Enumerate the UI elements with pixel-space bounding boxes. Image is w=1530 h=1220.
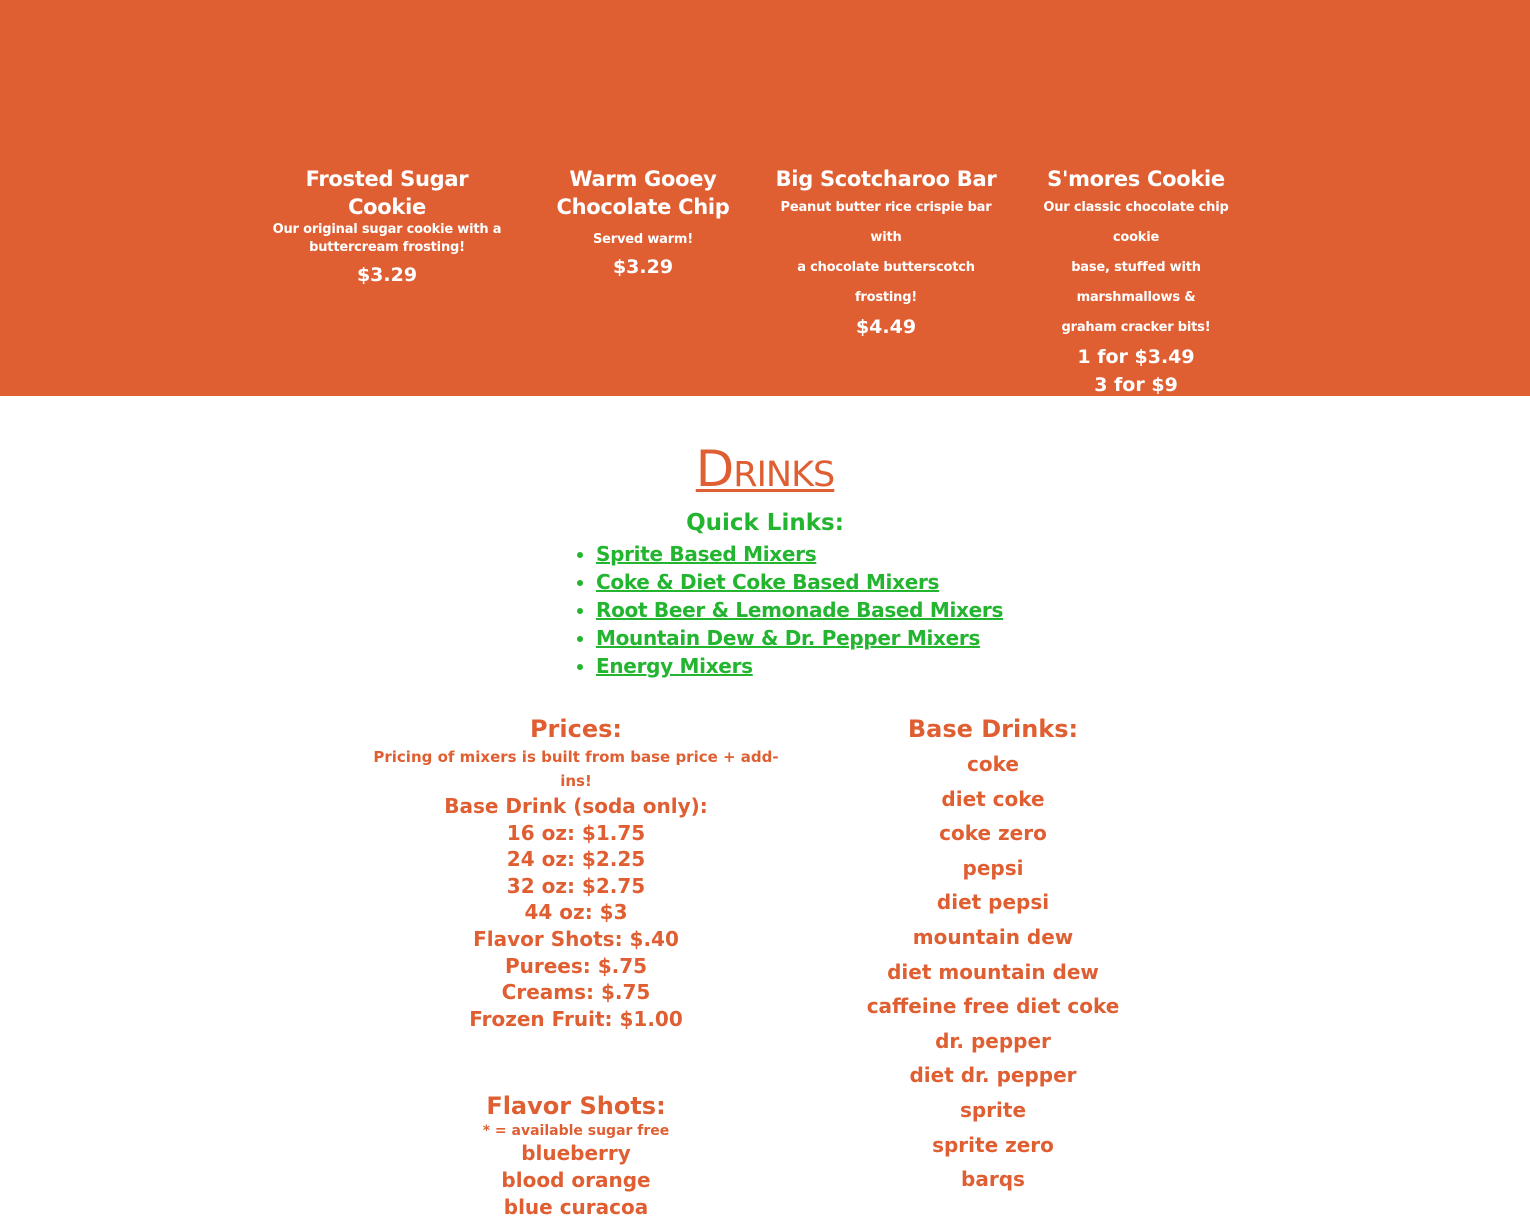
price-line: Frozen Fruit: $1.00: [469, 1006, 683, 1031]
treat-price: $3.29: [612, 256, 674, 278]
treat-price: $3.29: [356, 264, 418, 286]
treat-name: Warm Gooey Chocolate Chip: [556, 167, 730, 219]
base-drink-item: barqs: [961, 1167, 1025, 1192]
base-drink-item: diet mountain dew: [887, 959, 1099, 984]
base-drink-item: sprite zero: [932, 1132, 1054, 1157]
flavor-shot-item: blueberry: [521, 1141, 631, 1166]
treats-banner: [0, 0, 1530, 396]
flavor-shots-heading: Flavor Shots:: [486, 1092, 666, 1121]
treat-description: Our original sugar cookie with a buttercream frosting!: [272, 222, 502, 255]
quick-links-heading: Quick Links:: [686, 510, 844, 536]
quick-link-energy-mixers[interactable]: Energy Mixers: [596, 654, 753, 678]
base-drink-item: caffeine free diet coke: [866, 994, 1120, 1019]
treat-card-big-scotcharoo-bar: [770, 165, 1002, 341]
quick-link-item: [596, 568, 1003, 596]
base-drink-item: pepsi: [962, 855, 1024, 880]
base-drink-item: diet coke: [941, 786, 1045, 811]
quick-link-item: [596, 596, 1003, 624]
base-drink-item: sprite: [959, 1097, 1027, 1122]
base-drink-item: coke: [967, 752, 1019, 776]
treat-description: Our classic chocolate chip cookie base, stuffed with marshmallows & graham cracker bits!: [1043, 200, 1229, 335]
treat-description: Peanut butter rice crispie bar with a chocolate butterscotch frosting!: [780, 200, 992, 305]
quick-link-sprite-mixers[interactable]: Sprite Based Mixers: [596, 542, 817, 566]
treat-name: S'mores Cookie: [1047, 167, 1225, 191]
drinks-heading: Drinks: [695, 440, 835, 498]
treat-card-frosted-sugar-cookie: [272, 165, 502, 289]
base-drink-item: dr. pepper: [935, 1028, 1051, 1053]
quick-link-root-beer-mixers[interactable]: Root Beer & Lemonade Based Mixers: [596, 598, 1004, 622]
quick-link-item: [596, 624, 1003, 652]
base-drink-item: mountain dew: [912, 924, 1074, 949]
price-line: 24 oz: $2.25: [506, 847, 646, 872]
treat-name: Big Scotcharoo Bar: [775, 167, 997, 191]
prices-note: Pricing of mixers is built from base price + add-ins!: [373, 748, 779, 790]
base-drinks-heading: Base Drinks:: [907, 715, 1079, 743]
quick-link-coke-mixers[interactable]: Coke & Diet Coke Based Mixers: [596, 570, 940, 594]
price-line: 16 oz: $1.75: [506, 820, 646, 845]
price-line: Purees: $.75: [504, 953, 648, 978]
flavor-shots-note: * = available sugar free: [482, 1123, 670, 1140]
prices-heading: Prices:: [529, 715, 623, 743]
treat-card-smores-cookie: [1020, 165, 1252, 399]
flavor-shot-item: blue curacoa: [503, 1194, 649, 1219]
quick-links-list: [574, 540, 1003, 680]
quick-link-item: [596, 652, 1003, 680]
price-line: 32 oz: $2.75: [506, 873, 646, 898]
base-drink-label: Base Drink (soda only):: [444, 794, 708, 818]
base-drink-item: diet pepsi: [936, 890, 1050, 915]
quick-link-mountain-dew-mixers[interactable]: Mountain Dew & Dr. Pepper Mixers: [596, 626, 981, 650]
prices-column: [366, 713, 786, 1220]
price-line: Creams: $.75: [501, 980, 651, 1005]
price-line: 44 oz: $3: [524, 900, 628, 925]
base-drink-item: diet dr. pepper: [909, 1063, 1077, 1088]
base-drinks-column: [843, 713, 1143, 1197]
price-line: Flavor Shots: $.40: [473, 926, 679, 951]
treat-price: 1 for $3.49 3 for $9: [1077, 346, 1195, 396]
treat-name: Frosted Sugar Cookie: [305, 167, 469, 219]
flavor-shot-item: blood orange: [501, 1167, 651, 1192]
base-drink-item: coke zero: [939, 821, 1047, 846]
treat-description: Served warm!: [593, 232, 693, 247]
quick-link-item: [596, 540, 1003, 568]
treat-card-warm-gooey-chocolate-chip: [548, 165, 738, 281]
treat-price: $4.49: [855, 316, 917, 338]
